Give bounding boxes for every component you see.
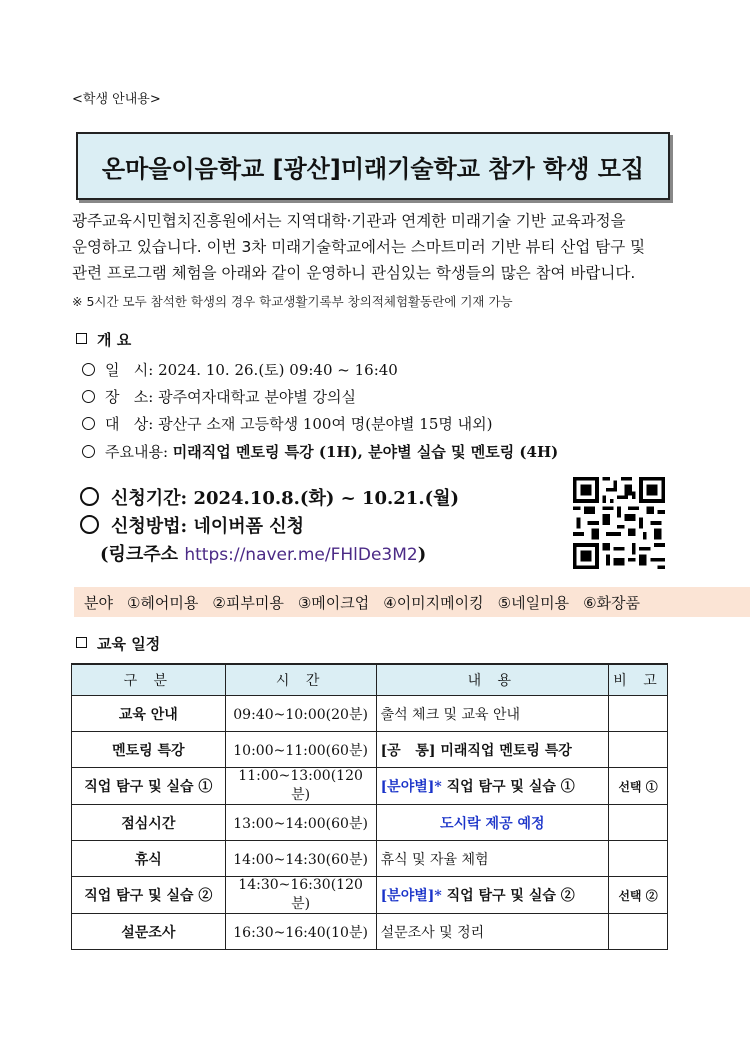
fields-label: 분야 <box>84 593 113 612</box>
row-note: 선택 ② <box>609 877 668 914</box>
table-row <box>72 841 668 877</box>
schedule-heading: 교육 일정 <box>76 633 160 654</box>
field-item: ④이미지메이킹 <box>383 593 484 612</box>
circle-bullet-icon <box>82 390 95 403</box>
circle-bullet-icon <box>80 487 99 506</box>
field-item: ⑤네일미용 <box>497 593 570 612</box>
row-content: [공 통] 미래직업 멘토링 특강 <box>376 732 609 768</box>
row-note <box>609 805 668 841</box>
square-bullet-icon <box>76 333 87 344</box>
table-row <box>72 877 668 914</box>
row-content: 도시락 제공 예정 <box>376 805 609 841</box>
intro-note: ※ 5시간 모두 참석한 학생의 경우 학교생활기록부 창의적체험활동란에 기재 가능 <box>72 294 513 309</box>
row-note: 선택 ① <box>609 768 668 805</box>
table-row <box>72 696 668 732</box>
row-name: 직업 탐구 및 실습 ① <box>72 768 226 805</box>
row-note <box>609 732 668 768</box>
qr-code-icon[interactable] <box>573 477 665 569</box>
overview-item-date: 일 시: 2024. 10. 26.(토) 09:40 ~ 16:40 <box>82 359 398 380</box>
field-item: ②피부미용 <box>212 593 284 612</box>
row-time: 10:00~11:00(60분) <box>225 732 376 768</box>
table-header-row <box>72 664 668 696</box>
intro-line: 관련 프로그램 체험을 아래와 같이 운영하니 관심있는 학생들의 많은 참여 바랍니다. <box>72 264 636 282</box>
overview-item-place: 장 소: 광주여자대학교 분야별 강의실 <box>82 386 356 407</box>
column-header: 구 분 <box>72 664 226 696</box>
overview-heading: 개 요 <box>76 329 131 350</box>
row-note <box>609 841 668 877</box>
row-note <box>609 696 668 732</box>
row-time: 09:40~10:00(20분) <box>225 696 376 732</box>
row-time: 11:00~13:00(120분) <box>225 768 376 805</box>
row-time: 14:00~14:30(60분) <box>225 841 376 877</box>
circle-bullet-icon <box>82 417 95 430</box>
circle-bullet-icon <box>82 445 95 458</box>
field-item: ③메이크업 <box>297 593 370 612</box>
apply-link[interactable]: https://naver.me/FHlDe3M2 <box>184 545 418 565</box>
field-item: ①헤어미용 <box>126 593 199 612</box>
apply-link-line: (링크주소 https://naver.me/FHlDe3M2) <box>100 544 427 565</box>
table-row <box>72 768 668 805</box>
field-item: ⑥화장품 <box>583 593 640 612</box>
circle-bullet-icon <box>82 363 95 376</box>
table-row <box>72 732 668 768</box>
fields-bar <box>74 587 750 617</box>
column-header: 시 간 <box>225 664 376 696</box>
column-header: 내 용 <box>376 664 609 696</box>
row-name: 직업 탐구 및 실습 ② <box>72 877 226 914</box>
title-box <box>76 132 670 200</box>
row-name: 설문조사 <box>72 914 226 950</box>
apply-period: 신청기간: 2024.10.8.(화) ~ 10.21.(월) <box>80 484 459 510</box>
circle-bullet-icon <box>80 515 99 534</box>
row-time: 16:30~16:40(10분) <box>225 914 376 950</box>
schedule-table <box>71 663 668 950</box>
page-title: 온마을이음학교 [광산]미래기술학교 참가 학생 모집 <box>101 154 645 183</box>
overview-item-target: 대 상: 광산구 소재 고등학생 100여 명(분야별 15명 내외) <box>82 413 493 434</box>
row-note <box>609 914 668 950</box>
audience-tag: <학생 안내용> <box>72 92 161 107</box>
intro-line: 광주교육시민협치진흥원에서는 지역대학·기관과 연계한 미래기술 기반 교육과정을 <box>72 212 626 230</box>
row-content: [분야별]* 직업 탐구 및 실습 ② <box>376 877 609 914</box>
row-content: 설문조사 및 정리 <box>376 914 609 950</box>
row-time: 14:30~16:30(120분) <box>225 877 376 914</box>
row-name: 점심시간 <box>72 805 226 841</box>
intro-paragraph <box>72 208 680 286</box>
table-row <box>72 805 668 841</box>
row-content: 휴식 및 자율 체험 <box>376 841 609 877</box>
row-name: 휴식 <box>72 841 226 877</box>
row-name: 교육 안내 <box>72 696 226 732</box>
overview-item-content: 주요내용: 미래직업 멘토링 특강 (1H), 분야별 실습 및 멘토링 (4H) <box>82 441 558 462</box>
row-content: 출석 체크 및 교육 안내 <box>376 696 609 732</box>
square-bullet-icon <box>76 637 87 648</box>
table-row <box>72 914 668 950</box>
intro-line: 운영하고 있습니다. 이번 3차 미래기술학교에서는 스마트미러 기반 뷰티 산업 탐구 및 <box>72 238 646 256</box>
row-name: 멘토링 특강 <box>72 732 226 768</box>
row-content: [분야별]* 직업 탐구 및 실습 ① <box>376 768 609 805</box>
apply-method: 신청방법: 네이버폼 신청 <box>80 512 304 538</box>
column-header: 비 고 <box>609 664 668 696</box>
row-time: 13:00~14:00(60분) <box>225 805 376 841</box>
